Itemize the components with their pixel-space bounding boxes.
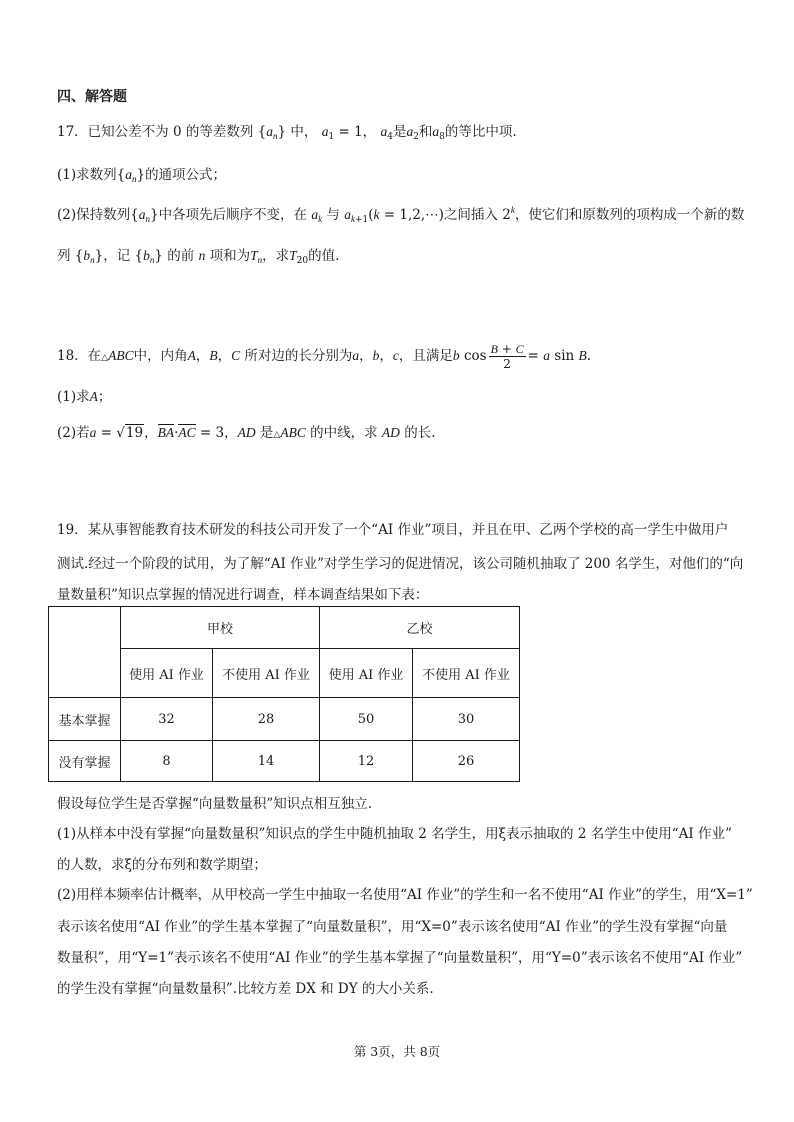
q19-line2: 测试.经过一个阶段的试用，为了解“AI 作业”对学生学习的促进情况，该公司随机抽取了 200 名学生，对他们的“向 [57, 556, 744, 572]
q17-part2-line1: (2)保持数列$\{a_n\}$中各项先后顺序不变，在 $a_k$ 与 $a_{k+1}(k$ = 1,2,⋯)之间插入 2$^k$，使它们和原数列的项构成一个新的数 [57, 205, 745, 225]
q19-assumption: 假设每位学生是否掌握“向量数量积”知识点相互独立. [57, 796, 373, 812]
q17-part1: (1)求数列$\{a_n\}$的通项公式； [57, 167, 227, 184]
table-cell: 28 [213, 698, 320, 741]
table-row [49, 698, 520, 741]
q19-part1-line2: 的人数，求ξ的分布列和数学期望； [57, 857, 267, 873]
q18-line1: 18．在△ABC中，内角A，B，C 所对边的长分别为a，b，c，且满足b cos $\frac{B + C}{2}$ = a sin B. [57, 342, 592, 371]
table-cell: 12 [320, 741, 413, 782]
table-row [49, 741, 520, 782]
header-school-a: 甲校 [121, 607, 320, 649]
table-corner-cell [49, 607, 121, 698]
header-school-b: 乙校 [320, 607, 520, 649]
row-label: 没有掌握 [49, 741, 121, 782]
sub-header: 使用 AI 作业 [121, 649, 213, 698]
q19-part2-line3: 数量积”，用“Y=1”表示该名不使用“AI 作业”的学生基本掌握了“向量数量积”，用“Y=0”表示该名不使用“AI 作业” [57, 950, 743, 966]
fraction: $\frac{B + C}{2}$ [490, 342, 524, 371]
sub-header: 不使用 AI 作业 [213, 649, 320, 698]
q19-part2-line2: 表示该名使用“AI 作业”的学生基本掌握了“向量数量积”，用“X=0”表示该名使用“AI 作业”的学生没有掌握“向量 [57, 919, 728, 935]
q18-part1: (1)求A； [57, 389, 112, 405]
table-cell: 8 [121, 741, 213, 782]
table-cell: 30 [413, 698, 520, 741]
q19-part2-line1: (2)用样本频率估计概率，从甲校高一学生中抽取一名使用“AI 作业”的学生和一名不使用“AI 作业”的学生，用“X=1” [57, 887, 753, 903]
survey-table [48, 606, 520, 782]
table-cell: 26 [413, 741, 520, 782]
table-cell: 50 [320, 698, 413, 741]
row-label: 基本掌握 [49, 698, 121, 741]
q19-line1: 19．某从事智能教育技术研发的科技公司开发了一个“AI 作业”项目，并且在甲、乙两个学校的高一学生中做用户 [57, 522, 729, 538]
q18-part2: (2)若a = √19，BA·AC = 3，AD 是△ABC 的中线，求 AD 的长. [57, 425, 436, 441]
q17-part2-line2: 列 $\{b_n\}$，记 $\{b_n\}$ 的前 n 项和为$T_n$，求$T_{20}$的值. [57, 248, 340, 266]
q17-line1: 17．已知公差不为 0 的等差数列 $\{a_n\}$ 中， $a_1 = 1$， $a_4$是$a_2$和$a_8$的等比中项. [57, 124, 517, 142]
sub-header: 不使用 AI 作业 [413, 649, 520, 698]
table-cell: 32 [121, 698, 213, 741]
q19-line3: 量数量积”知识点掌握的情况进行调查，样本调查结果如下表： [57, 587, 429, 603]
q19-part2-line4: 的学生没有掌握“向量数量积”.比较方差 DX 和 DY 的大小关系. [57, 981, 434, 997]
page-footer: 第 3页，共 8页 [353, 1044, 441, 1059]
sub-header: 使用 AI 作业 [320, 649, 413, 698]
section-title: 四、解答题 [57, 89, 127, 105]
q19-part1-line1: (1)从样本中没有掌握“向量数量积”知识点的学生中随机抽取 2 名学生，用ξ表示抽取的 2 名学生中使用“AI 作业” [57, 826, 732, 842]
table-cell: 14 [213, 741, 320, 782]
